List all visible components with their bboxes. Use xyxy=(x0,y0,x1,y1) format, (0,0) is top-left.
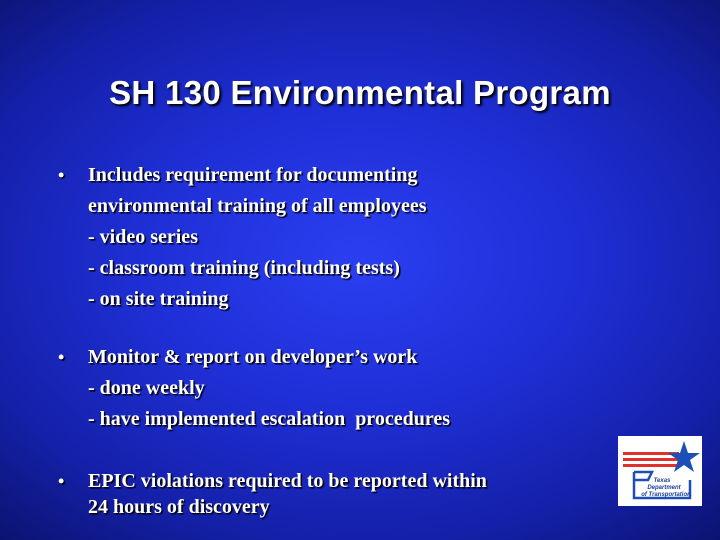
bullet-text-line: Monitor & report on developer’s work xyxy=(88,346,418,368)
bullet-text-line: Includes requirement for documenting xyxy=(88,164,418,186)
slide-title: SH 130 Environmental Program xyxy=(109,74,611,111)
txdot-logo xyxy=(618,436,702,506)
bullet-text-line: EPIC violations required to be reported within xyxy=(88,470,487,492)
txdot-star-logo-icon xyxy=(618,436,702,506)
bullet-text-line: environmental training of all employees xyxy=(88,195,427,217)
bullet-icon: • xyxy=(58,471,65,491)
bullet-text-line: 24 hours of discovery xyxy=(88,496,270,518)
bullet-item-epic xyxy=(58,468,487,520)
sub-item: - video series xyxy=(88,226,198,248)
sub-item: - on site training xyxy=(88,288,229,310)
logo-text-line: Department xyxy=(647,485,681,491)
logo-text-line: Texas xyxy=(653,478,671,484)
logo-stripe xyxy=(623,458,683,461)
sub-item: - classroom training (including tests) xyxy=(88,257,400,279)
bullet-item-training xyxy=(58,160,427,315)
sub-item: - done weekly xyxy=(88,377,205,399)
sub-item: - have implemented escalation procedures xyxy=(88,408,451,430)
logo-frame xyxy=(634,472,652,480)
logo-star xyxy=(668,441,700,472)
bullet-icon: • xyxy=(58,347,65,367)
logo-text-line: of Transportation xyxy=(641,492,691,498)
bullet-icon: • xyxy=(58,165,65,185)
bullet-item-monitor xyxy=(58,342,450,435)
logo-stripe xyxy=(623,464,677,467)
